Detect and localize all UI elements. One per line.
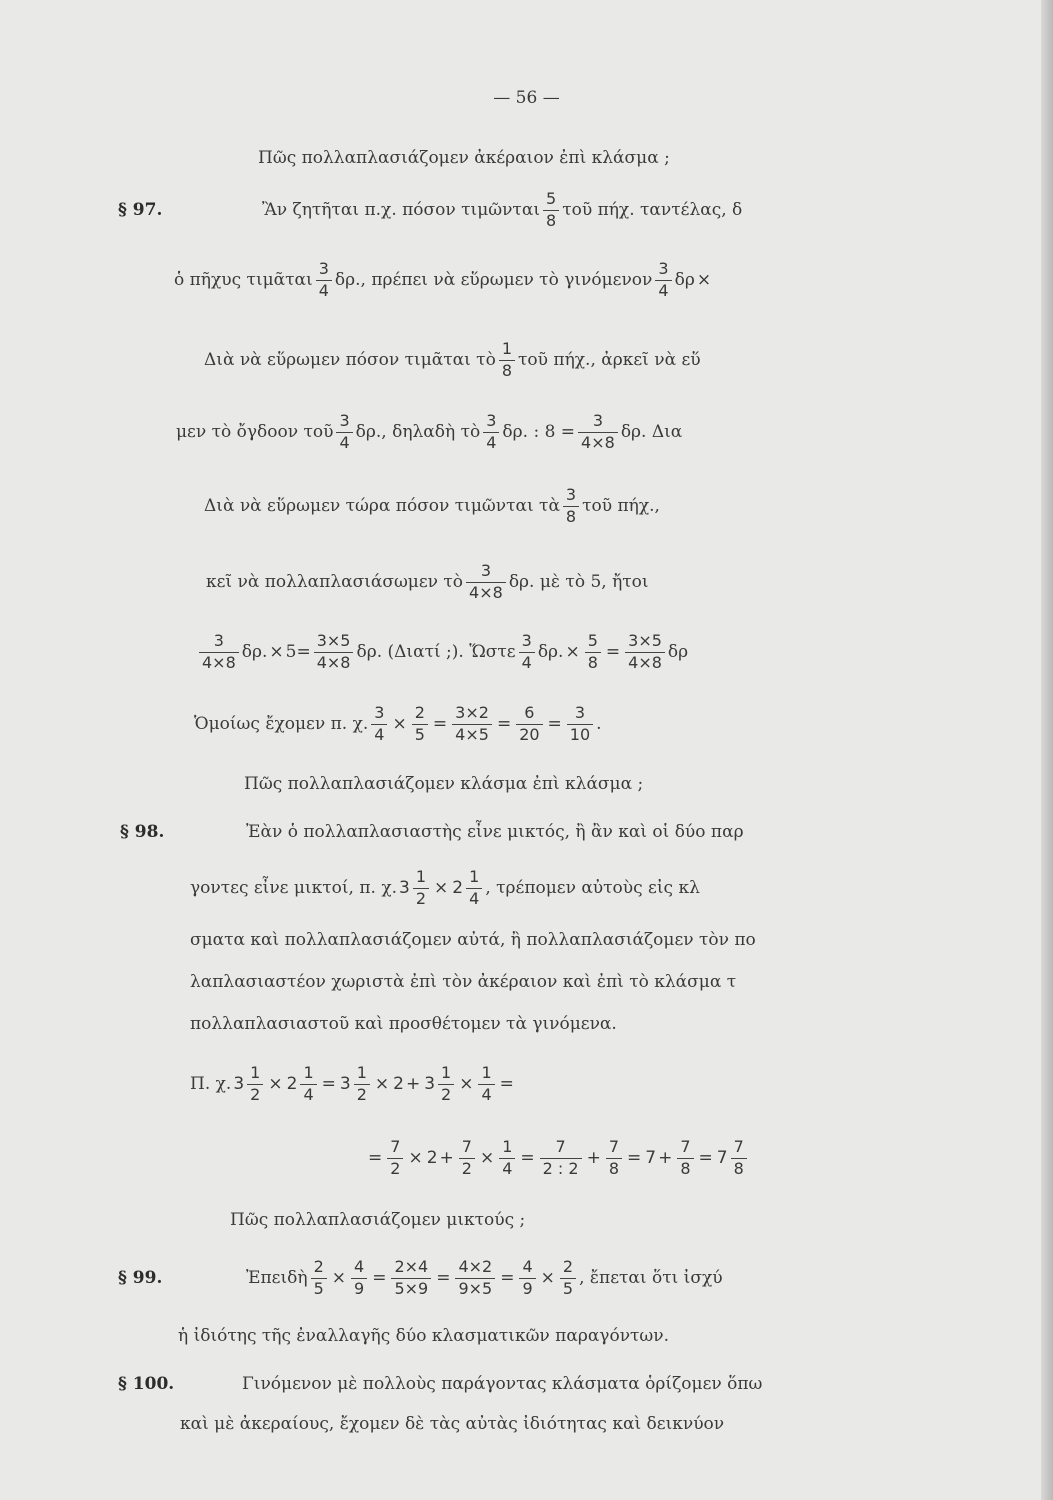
fraction-denominator: 8 (677, 1158, 693, 1178)
fraction-denominator: 8 (731, 1158, 747, 1178)
fraction-denominator: 8 (606, 1158, 622, 1178)
fraction-denominator: 9 (519, 1278, 535, 1298)
fraction-denominator: 2 (438, 1084, 454, 1104)
fraction (412, 704, 428, 744)
fraction (540, 1138, 582, 1178)
fraction-numerator: 7 (555, 1137, 566, 1157)
fraction-denominator: 4 (478, 1084, 494, 1104)
fraction-numerator: 3 (658, 259, 669, 279)
fraction (560, 1258, 576, 1298)
fraction-numerator: 1 (502, 1137, 513, 1157)
fraction-numerator: 3 (213, 631, 224, 651)
text-line: ἡ ἰδιότης τῆς ἐναλλαγῆς δύο κλασματικῶν παραγόντων. (178, 1326, 670, 1346)
fraction-denominator: 8 (543, 210, 559, 230)
fraction-numerator: 3×2 (455, 703, 489, 723)
fraction (483, 412, 499, 452)
fraction-denominator: 2 : 2 (540, 1158, 582, 1178)
fraction-numerator: 3 (574, 703, 586, 723)
fraction (300, 1064, 316, 1104)
fraction-numerator: 7 (461, 1137, 472, 1157)
fraction-numerator: 3 (480, 561, 492, 581)
fraction-numerator: 7 (390, 1137, 401, 1157)
fraction-denominator: 4 (499, 1158, 515, 1178)
fraction (391, 1258, 431, 1298)
text-line: Ἂν ζητῆται π.χ. πόσον τιμῶνται $\frac{5}{8}$ τοῦ πήχ. ταντέλας, δ (262, 189, 743, 230)
fraction-denominator: 4 (466, 888, 482, 908)
fraction (413, 868, 429, 908)
fraction-denominator: 8 (585, 652, 601, 672)
fraction (466, 562, 506, 602)
equation-line: Ἐπειδὴ $\frac{2}{5}$ × $\frac{4}{9}$ = $\frac{2\times 4}{5\times 9}$ = $\frac{4\times 2}{9\times 5}$ = $\frac{4}{9}$ × $\frac{2}{5}$ , ἔπεται ὅτι ἰσχύ (246, 1257, 723, 1298)
fraction-numerator: 3×5 (628, 631, 662, 651)
question-heading: Πῶς πολλαπλασιάζομεν μικτούς ; (230, 1210, 526, 1230)
fraction-denominator: 10 (567, 724, 593, 744)
fraction-denominator: 2 (459, 1158, 475, 1178)
fraction (455, 1258, 495, 1298)
text-line: σματα καὶ πολλαπλασιάζομεν αὐτά, ἢ πολλαπλασιάζομεν τὸν πο (190, 930, 756, 950)
fraction-denominator: 20 (516, 724, 542, 744)
fraction-denominator: 4 (483, 432, 499, 452)
fraction-denominator: 2 (247, 1084, 263, 1104)
fraction (563, 486, 579, 526)
fraction-denominator: 4×5 (452, 724, 492, 744)
fraction-numerator: 2 (562, 1257, 574, 1277)
equation-line: γοντες εἶνε μικτοί, π. χ. 3 $\frac{1}{2}$ × 2 $\frac{1}{4}$ , τρέπομεν αὐτοὺς εἰς κλ (190, 867, 700, 908)
fraction (247, 1064, 263, 1104)
fraction-numerator: 3 (374, 703, 385, 723)
fraction-denominator: 8 (563, 506, 579, 526)
section-label: § 99. (118, 1268, 163, 1288)
fraction-numerator: 3 (318, 259, 329, 279)
fraction (351, 1258, 367, 1298)
section-label: § 98. (120, 822, 165, 842)
fraction-numerator: 6 (524, 703, 535, 723)
text-line: μεν τὸ ὄγδοον τοῦ $\frac{3}{4}$ δρ., δηλαδὴ τὸ $\frac{3}{4}$ δρ. : 8 = $\frac{3}{4\times 8}$ δρ. Δια (176, 411, 683, 452)
equation-line: Π. χ. 3 $\frac{1}{2}$ × 2 $\frac{1}{4}$ = 3 $\frac{1}{2}$ × 2 + 3 $\frac{1}{2}$ × $\frac{1}{4}$ = (190, 1063, 514, 1104)
text-line: καὶ μὲ ἀκεραίους, ἔχομεν δὲ τὰς αὐτὰς ἰδιότητας καὶ δεικνύον (180, 1414, 725, 1434)
fraction-numerator: 3 (592, 411, 604, 431)
fraction-numerator: 2 (313, 1257, 324, 1277)
fraction-numerator: 3 (486, 411, 497, 431)
fraction-numerator: 5 (546, 189, 557, 209)
fraction (519, 1258, 535, 1298)
fraction-denominator: 2 (354, 1084, 370, 1104)
fraction (578, 412, 618, 452)
page-number: — 56 — (493, 88, 560, 108)
fraction-denominator: 4 (519, 652, 535, 672)
fraction (311, 1258, 327, 1298)
text-line: Ἐὰν ὁ πολλαπλασιαστὴς εἶνε μικτός, ἢ ἂν καὶ οἱ δύο παρ (246, 822, 744, 842)
fraction-denominator: 4 (300, 1084, 316, 1104)
fraction (452, 704, 492, 744)
fraction (655, 260, 671, 300)
section-label: § 100. (118, 1374, 175, 1394)
fraction-denominator: 4 (336, 432, 352, 452)
fraction-numerator: 4 (354, 1257, 365, 1277)
fraction (371, 704, 387, 744)
fraction (585, 632, 601, 672)
fraction-numerator: 1 (441, 1063, 452, 1083)
fraction-denominator: 2 (387, 1158, 403, 1178)
fraction-denominator: 4×8 (199, 652, 239, 672)
fraction (731, 1138, 747, 1178)
fraction-numerator: 7 (733, 1137, 744, 1157)
page-edge-shadow (1041, 0, 1053, 1500)
fraction-numerator: 2×4 (394, 1257, 429, 1277)
text-line: κεῖ νὰ πολλαπλασιάσωμεν τὸ $\frac{3}{4\times 8}$ δρ. μὲ τὸ 5, ἤτοι (206, 561, 649, 602)
fraction (387, 1138, 403, 1178)
fraction-denominator: 4×8 (578, 432, 618, 452)
fraction (516, 704, 542, 744)
fraction-denominator: 5 (412, 724, 428, 744)
fraction-numerator: 1 (415, 867, 427, 887)
fraction-numerator: 7 (680, 1137, 691, 1157)
page-number-row (0, 76, 1053, 120)
fraction-numerator: 1 (481, 1063, 492, 1083)
fraction-numerator: 4 (522, 1257, 533, 1277)
fraction-denominator: 9 (351, 1278, 367, 1298)
fraction-denominator: 4 (316, 280, 332, 300)
fraction-denominator: 8 (499, 360, 515, 380)
fraction (625, 632, 665, 672)
fraction-denominator: 5 (311, 1278, 327, 1298)
fraction-numerator: 2 (414, 703, 425, 723)
fraction (459, 1138, 475, 1178)
fraction (519, 632, 535, 672)
fraction-numerator: 3 (565, 485, 577, 505)
fraction-denominator: 5 (560, 1278, 576, 1298)
fraction-denominator: 5×9 (391, 1278, 431, 1298)
text-line: Διὰ νὰ εὕρωμεν πόσον τιμᾶται τὸ $\frac{1}{8}$ τοῦ πήχ., ἀρκεῖ νὰ εὕ (204, 339, 701, 380)
fraction-numerator: 3 (521, 631, 532, 651)
fraction (606, 1138, 622, 1178)
fraction-numerator: 3 (339, 411, 350, 431)
fraction-denominator: 4 (371, 724, 387, 744)
text-line: Γινόμενον μὲ πολλοὺς παράγοντας κλάσματα ὁρίζομεν ὅπω (242, 1374, 763, 1394)
fraction (478, 1064, 494, 1104)
fraction (336, 412, 352, 452)
question-heading: Πῶς πολλαπλασιάζομεν κλάσμα ἐπὶ κλάσμα ; (244, 774, 644, 794)
fraction-numerator: 1 (303, 1063, 314, 1083)
fraction (543, 190, 559, 230)
question-heading: Πῶς πολλαπλασιάζομεν ἀκέραιον ἐπὶ κλάσμα ; (258, 148, 670, 168)
fraction (314, 632, 354, 672)
fraction-numerator: 3×5 (316, 631, 351, 651)
fraction-numerator: 7 (608, 1137, 619, 1157)
text-line: ὁ πῆχυς τιμᾶται $\frac{3}{4}$ δρ., πρέπει νὰ εὕρωμεν τὸ γινόμενον $\frac{3}{4}$ δρ × (174, 259, 712, 300)
fraction (677, 1138, 693, 1178)
section-label: § 97. (118, 200, 163, 220)
fraction-numerator: 1 (250, 1063, 261, 1083)
fraction-numerator: 1 (469, 867, 480, 887)
fraction-numerator: 4×2 (458, 1257, 493, 1277)
text-line: Διὰ νὰ εὕρωμεν τώρα πόσον τιμῶνται τὰ $\frac{3}{8}$ τοῦ πήχ., (204, 485, 660, 526)
equation-line: $\frac{3}{4\times 8}$ δρ. × 5= $\frac{3\times 5}{4\times 8}$ δρ. (Διατί ;). Ὥστε $\frac{3}{4}$ δρ. × $\frac{5}{8}$ = $\frac{3\times 5}{4\times 8}$ δρ (196, 630, 688, 674)
text-line: πολλαπλασιαστοῦ καὶ προσθέτομεν τὰ γινόμενα. (190, 1014, 617, 1034)
fraction-denominator: 4 (655, 280, 671, 300)
fraction-denominator: 2 (413, 888, 429, 908)
fraction (499, 340, 515, 380)
fraction (354, 1064, 370, 1104)
equation-line: Ὁμοίως ἔχομεν π. χ. $\frac{3}{4}$ × $\frac{2}{5}$ = $\frac{3\times 2}{4\times 5}$ = $\frac{6}{20}$ = $\frac{3}{10}$ . (194, 703, 602, 744)
fraction-numerator: 5 (587, 631, 598, 651)
fraction-numerator: 1 (501, 339, 513, 359)
fraction-denominator: 9×5 (455, 1278, 495, 1298)
fraction-numerator: 1 (356, 1063, 367, 1083)
equation-line: = $\frac{7}{2}$ × 2 + $\frac{7}{2}$ × $\frac{1}{4}$ = $\frac{7}{2 : 2}$ + $\frac{7}{8}$ = 7 + $\frac{7}{8}$ = 7 $\frac{7}{8}$ (366, 1136, 750, 1180)
fraction-denominator: 4×8 (466, 582, 506, 602)
fraction-denominator: 4×8 (314, 652, 354, 672)
fraction (316, 260, 332, 300)
fraction (438, 1064, 454, 1104)
fraction (466, 868, 482, 908)
fraction (567, 704, 593, 744)
fraction (499, 1138, 515, 1178)
text-line: λαπλασιαστέον χωριστὰ ἐπὶ τὸν ἀκέραιον καὶ ἐπὶ τὸ κλάσμα τ (190, 972, 737, 992)
fraction (199, 632, 239, 672)
fraction-denominator: 4×8 (625, 652, 665, 672)
